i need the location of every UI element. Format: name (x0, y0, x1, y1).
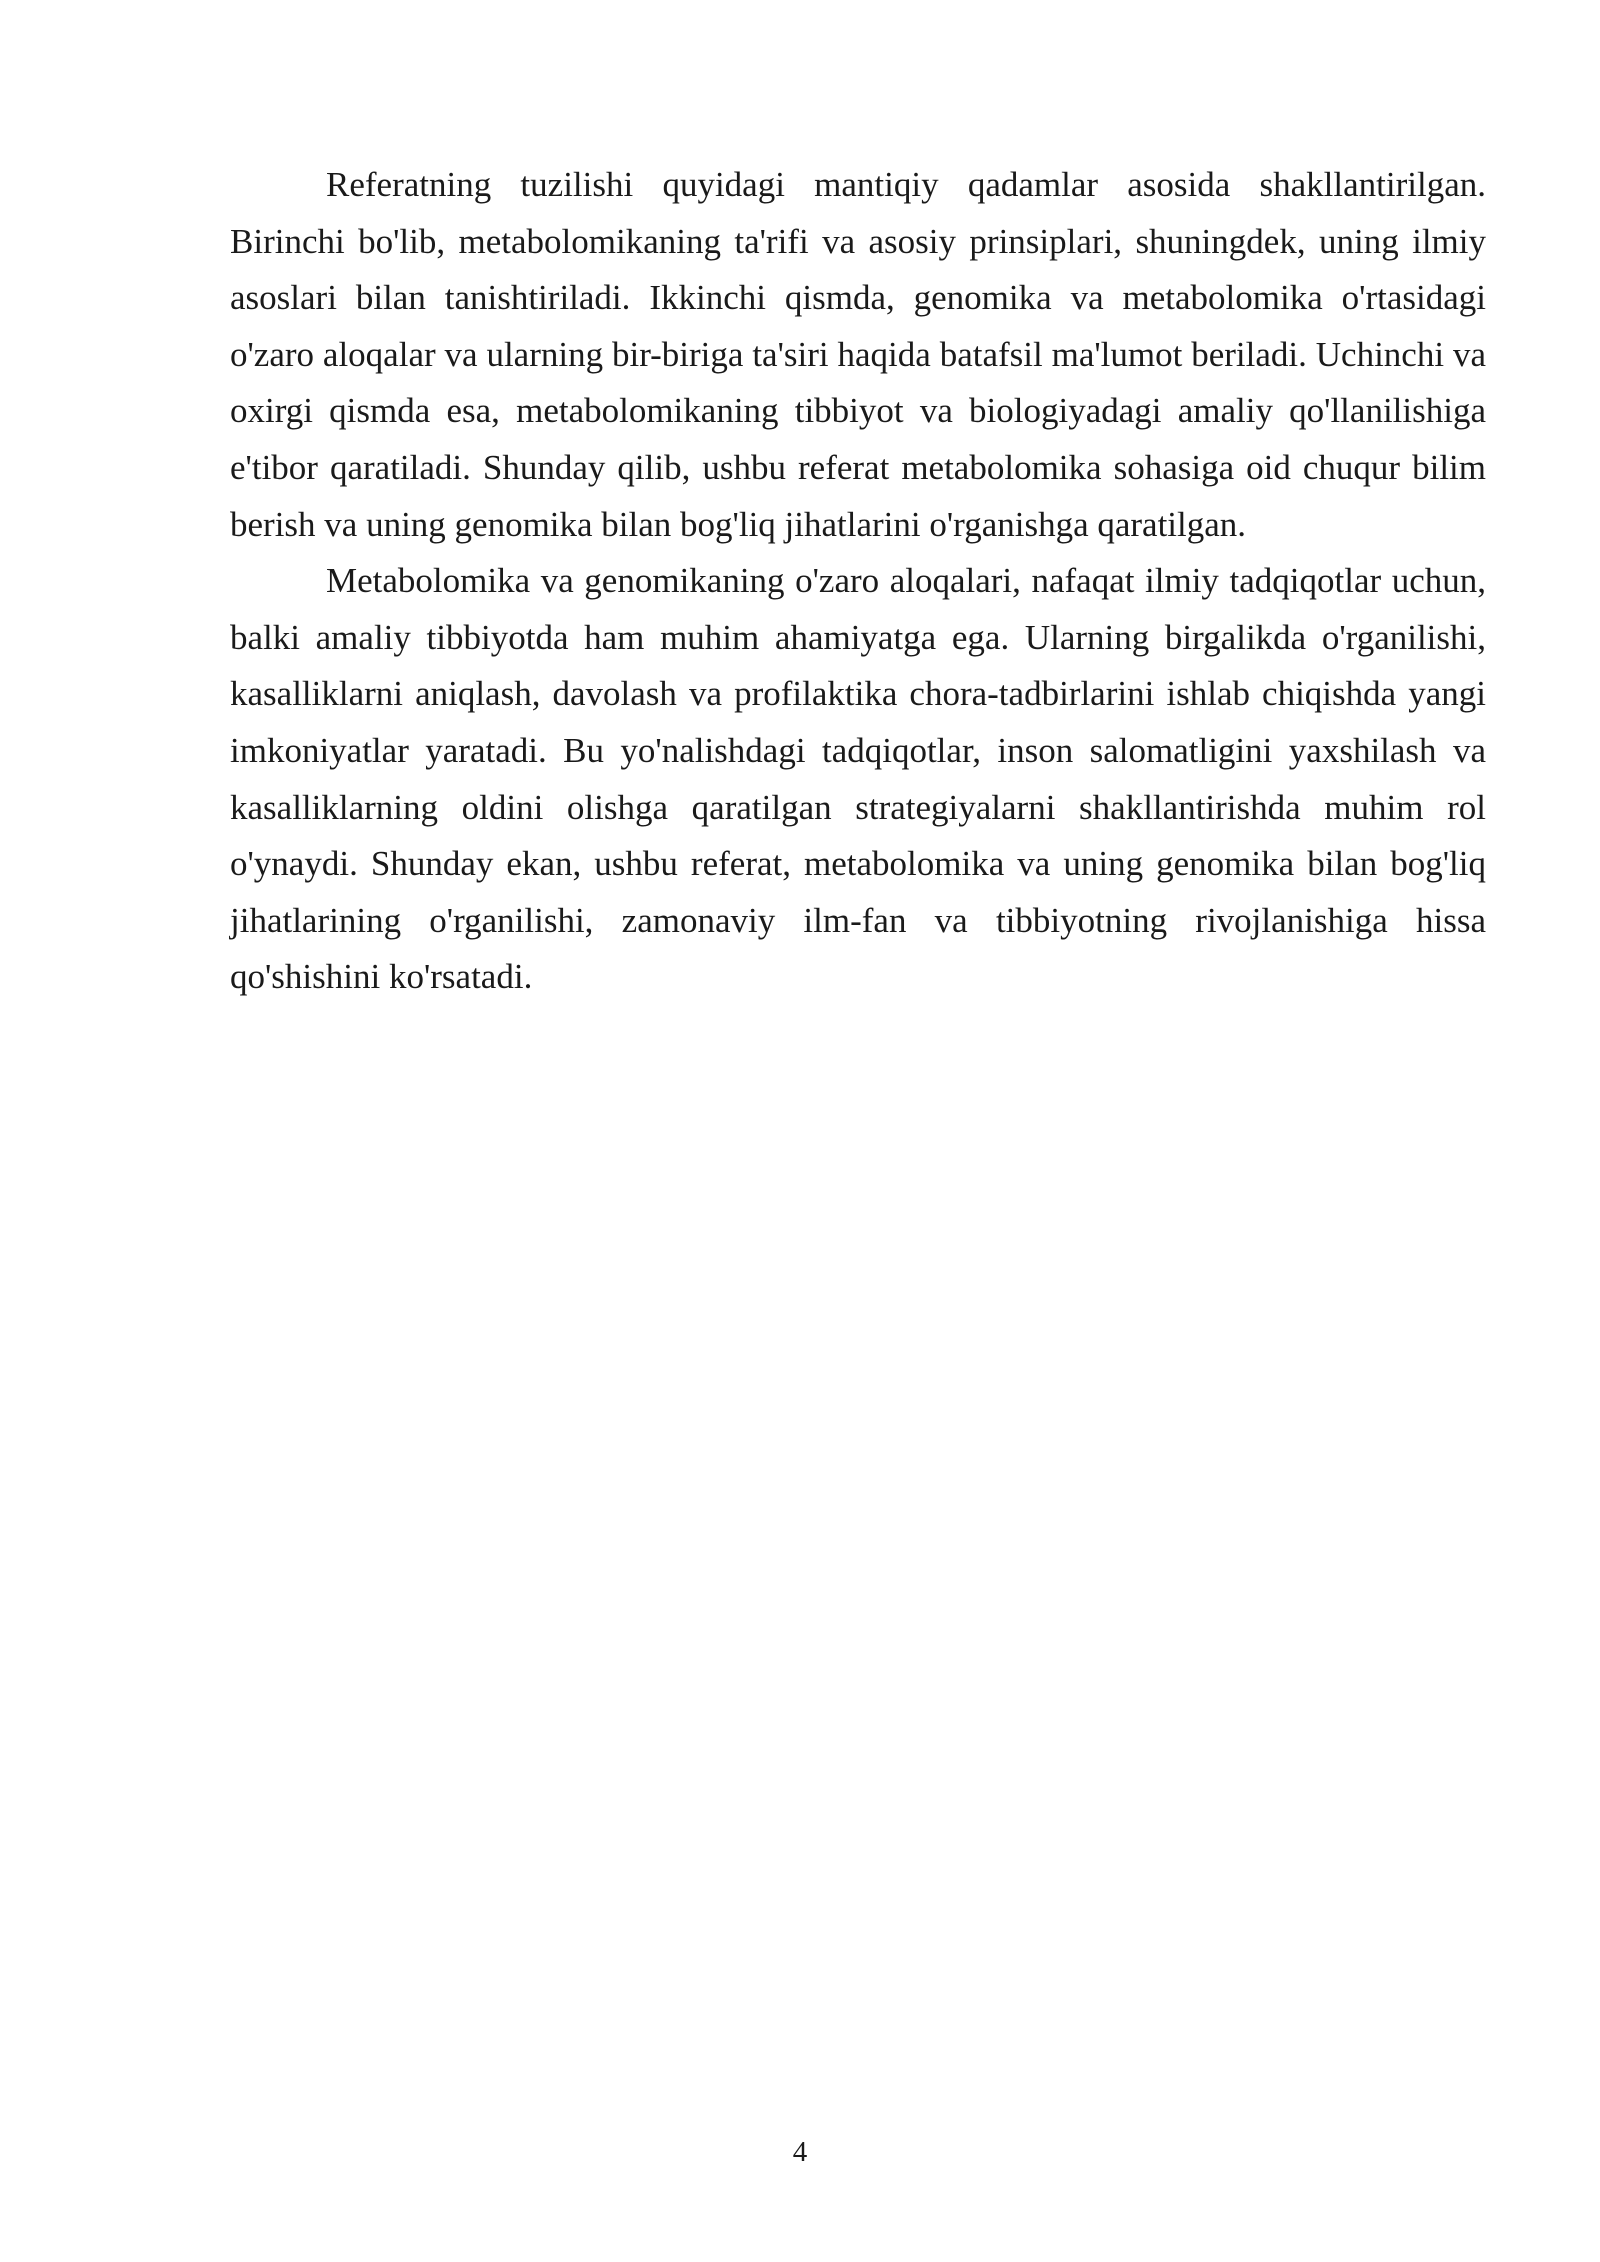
paragraph-2: Metabolomika va genomikaning o'zaro aloqalari, nafaqat ilmiy tadqiqotlar uchun, balki amaliy tibbiyotda ham muhim ahamiyatga ega. Ularning birgalikda o'rganilishi, kasalliklarni aniqlash, davolash va profilaktika chora-tadbirlarini ishlab chiqishda yangi imkoniyatlar yaratadi. Bu yo'nalishdagi tadqiqotlar, inson salomatligini yaxshilash va kasalliklarning oldini olishga qaratilgan strategiyalarni shakllantirishda muhim rol o'ynaydi. Shunday ekan, ushbu referat, metabolomika va uning genomika bilan bog'liq jihatlarining o'rganilishi, zamonaviy ilm-fan va tibbiyotning rivojlanishiga hissa qo'shishini ko'rsatadi. (230, 561, 1486, 997)
page-number: 4 (792, 2136, 808, 2168)
body-text (230, 157, 1486, 1006)
paragraph-1: Referatning tuzilishi quyidagi mantiqiy qadamlar asosida shakllantirilgan. Birinchi bo'lib, metabolomikaning ta'rifi va asosiy prinsiplari, shuningdek, uning ilmiy asoslari bilan tanishtiriladi. Ikkinchi qismda, genomika va metabolomika o'rtasidagi o'zaro aloqalar va ularning bir-biriga ta'siri haqida batafsil ma'lumot beriladi. Uchinchi va oxirgi qismda esa, metabolomikaning tibbiyot va biologiyadagi amaliy qo'llanilishiga e'tibor qaratiladi. Shunday qilib, ushbu referat metabolomika sohasiga oid chuqur bilim berish va uning genomika bilan bog'liq jihatlarini o'rganishga qaratilgan. (230, 165, 1486, 544)
